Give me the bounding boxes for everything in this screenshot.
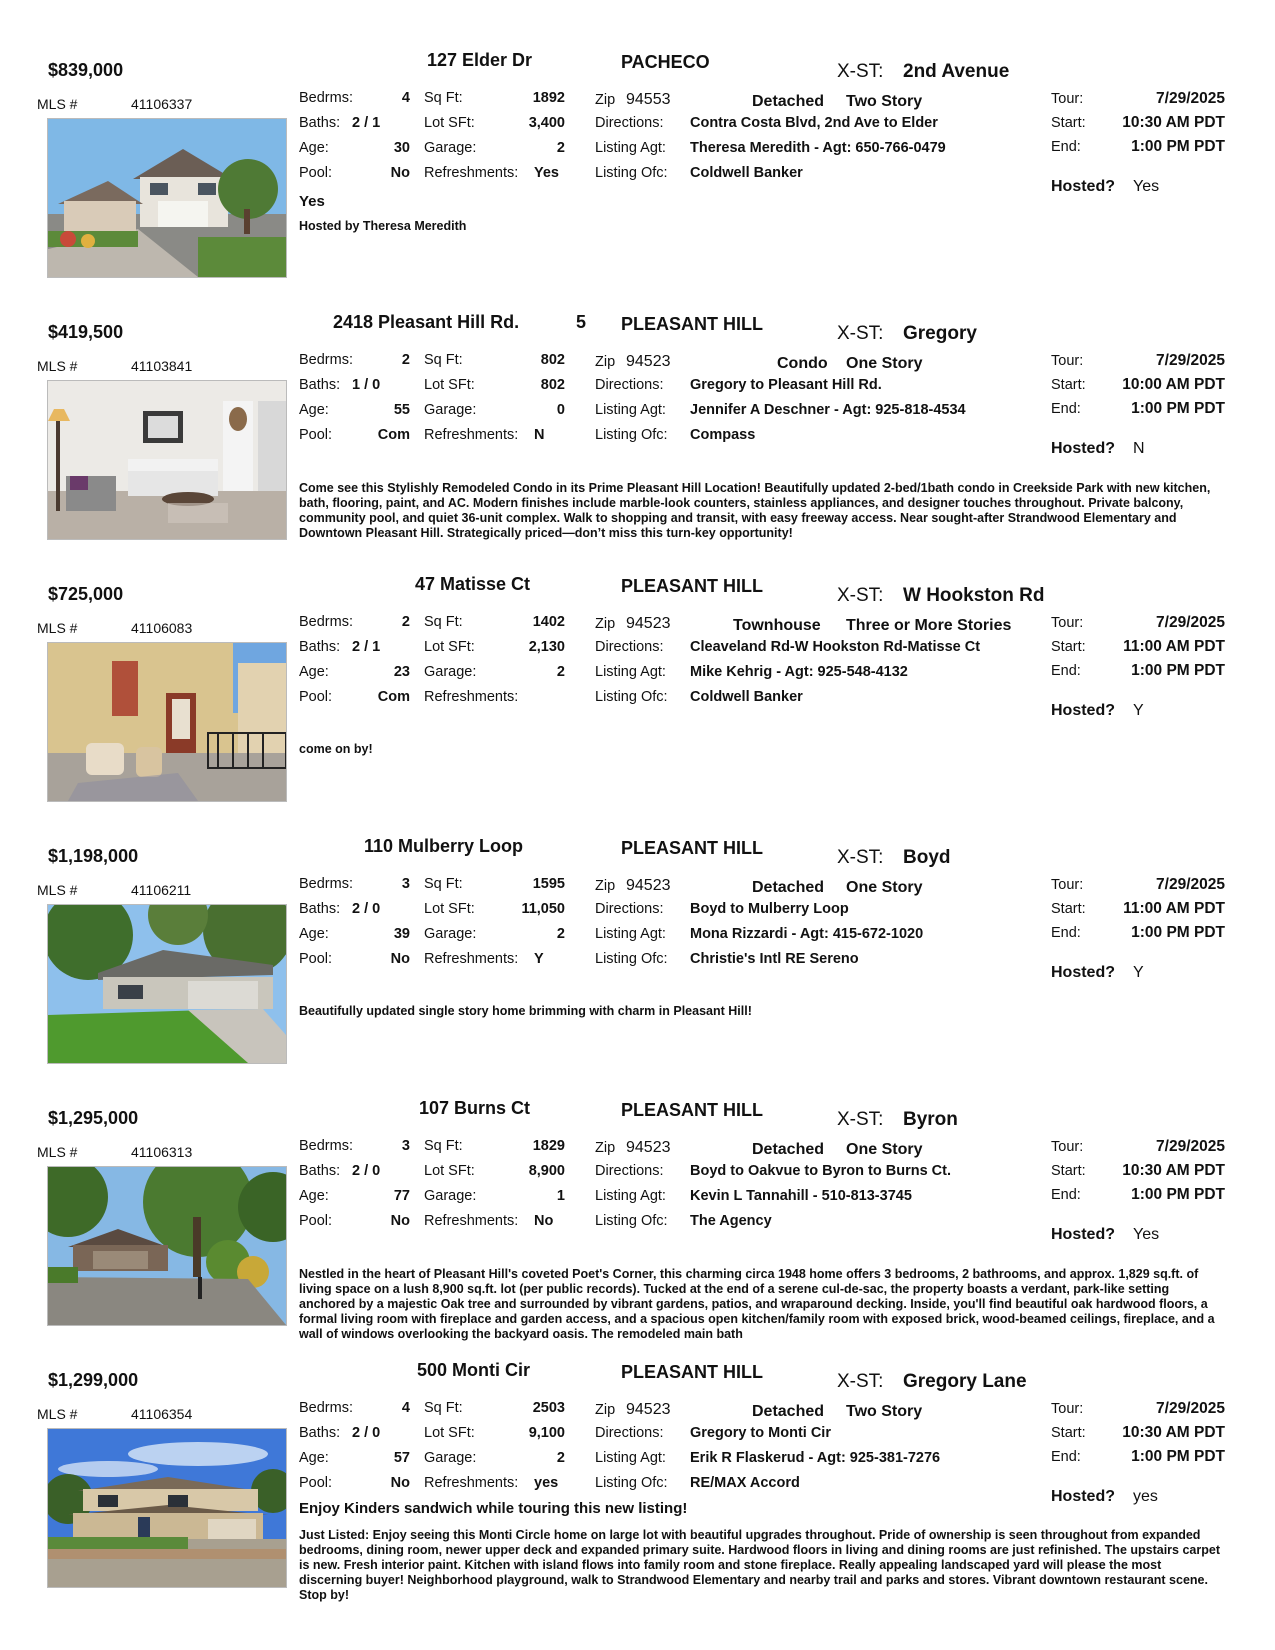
end-time: 1:00 PM PDT (1131, 1186, 1225, 1203)
office-label: Listing Ofc: (595, 689, 668, 705)
start-label: Start: (1051, 1163, 1086, 1179)
listing-price: $839,000 (48, 60, 124, 80)
listing-remarks: Nestled in the heart of Pleasant Hill's coveted Poet's Corner, this charming circa 1948 home offers 3 bedrooms, 2 bathrooms, and approx. 1,829 sq.ft. of living space on a lush 8,900 sq.ft. lot (per public records). Tucked at the end of a serene cul-de-sac, the property boasts a verdant, park-like setting anchored by a majestic Oak tree and surrounded by vibrant gardens, patios, and wraparound decking. Inside, you'll find beautiful oak hardwood floors, a formal living room with fireplace and garden access, and a spacious open kitchen/family room with exposed brick, wood-beamed ceilings, fireplace, and a wall of windows overlooking the backyard oasis. The remodeled main bath (299, 1267, 1215, 1341)
lot-value: 802 (540, 377, 565, 393)
lot-value: 8,900 (528, 1163, 565, 1179)
refreshments-value: N (534, 427, 545, 443)
end-time: 1:00 PM PDT (1131, 138, 1225, 155)
hosted-label: Hosted? (1051, 440, 1115, 457)
age-label: Age: (299, 1188, 329, 1204)
directions-label: Directions: (595, 639, 664, 655)
tour-label: Tour: (1051, 1139, 1084, 1155)
property-type: Detached (752, 879, 825, 896)
baths-label: Baths: (299, 639, 341, 655)
tour-date: 7/29/2025 (1156, 90, 1225, 107)
pool-value: No (390, 1213, 410, 1229)
zip-value: 94523 (626, 1139, 671, 1156)
refreshments-value: yes (534, 1475, 559, 1491)
tour-label: Tour: (1051, 91, 1084, 107)
age-label: Age: (299, 140, 329, 156)
listing-card (0, 1360, 1275, 1650)
lot-label: Lot SFt: (424, 639, 475, 655)
listing-price: $725,000 (48, 584, 124, 604)
office-value: The Agency (690, 1213, 772, 1229)
hosted-label: Hosted? (1051, 702, 1115, 719)
property-stories: Two Story (846, 93, 923, 110)
refreshments-label: Refreshments: (424, 165, 519, 181)
extra-note: Enjoy Kinders sandwich while touring this new listing! (299, 1500, 688, 1517)
mls-label: MLS # (37, 358, 78, 374)
refreshments-label: Refreshments: (424, 1213, 519, 1229)
lot-value: 9,100 (528, 1425, 565, 1441)
garage-label: Garage: (424, 926, 477, 942)
baths-value: 2 / 1 (352, 115, 381, 131)
lot-value: 11,050 (521, 901, 565, 917)
lot-label: Lot SFt: (424, 1163, 475, 1179)
office-value: Coldwell Banker (690, 689, 803, 705)
office-value: Christie's Intl RE Sereno (690, 951, 859, 967)
garage-label: Garage: (424, 664, 477, 680)
age-value: 77 (393, 1188, 410, 1204)
bedrooms-label: Bedrms: (299, 1400, 353, 1416)
bedrooms-label: Bedrms: (299, 352, 353, 368)
office-label: Listing Ofc: (595, 427, 668, 443)
tour-date: 7/29/2025 (1156, 876, 1225, 893)
listing-city: PACHECO (621, 52, 710, 72)
cross-street-value: 2nd Avenue (903, 61, 1010, 82)
bedrooms-label: Bedrms: (299, 90, 353, 106)
pool-value: No (390, 1475, 410, 1491)
listing-address: 2418 Pleasant Hill Rd. (333, 312, 520, 332)
listing-photo[interactable] (47, 904, 287, 1064)
house-photo-image (48, 119, 286, 277)
listing-card (0, 312, 1275, 578)
refreshments-label: Refreshments: (424, 427, 519, 443)
directions-value: Cleaveland Rd-W Hookston Rd-Matisse Ct (690, 639, 981, 655)
sqft-value: 802 (540, 352, 565, 368)
tour-label: Tour: (1051, 615, 1084, 631)
listing-address: 110 Mulberry Loop (364, 836, 524, 856)
listing-address: 107 Burns Ct (419, 1098, 531, 1118)
lot-value: 3,400 (528, 115, 565, 131)
listing-remarks: Beautifully updated single story home brimming with charm in Pleasant Hill! (299, 1004, 752, 1018)
agent-label: Listing Agt: (595, 402, 666, 418)
pool-label: Pool: (299, 165, 333, 181)
garage-label: Garage: (424, 1188, 477, 1204)
listing-price: $419,500 (48, 322, 124, 342)
baths-value: 1 / 0 (352, 377, 381, 393)
listing-city: PLEASANT HILL (621, 1100, 763, 1120)
mls-label: MLS # (37, 620, 78, 636)
pool-value: Com (377, 689, 410, 705)
house-photo-image (48, 1429, 286, 1587)
refreshments-label: Refreshments: (424, 689, 519, 705)
end-label: End: (1051, 401, 1081, 417)
listing-card (0, 836, 1275, 1102)
lot-label: Lot SFt: (424, 901, 475, 917)
tour-date: 7/29/2025 (1156, 1138, 1225, 1155)
age-label: Age: (299, 926, 329, 942)
garage-value: 2 (556, 140, 565, 156)
listing-photo[interactable] (47, 1428, 287, 1588)
directions-label: Directions: (595, 115, 664, 131)
garage-label: Garage: (424, 402, 477, 418)
listing-photo[interactable] (47, 642, 287, 802)
sqft-label: Sq Ft: (424, 352, 463, 368)
agent-value: Erik R Flaskerud - Agt: 925-381-7276 (690, 1450, 941, 1466)
mls-number: 41103841 (131, 358, 193, 374)
bedrooms-label: Bedrms: (299, 1138, 353, 1154)
end-time: 1:00 PM PDT (1131, 662, 1225, 679)
start-label: Start: (1051, 639, 1086, 655)
start-label: Start: (1051, 377, 1086, 393)
baths-value: 2 / 0 (352, 1425, 381, 1441)
end-time: 1:00 PM PDT (1131, 400, 1225, 417)
garage-label: Garage: (424, 1450, 477, 1466)
sqft-label: Sq Ft: (424, 614, 463, 630)
start-time: 11:00 AM PDT (1123, 638, 1225, 655)
listing-address: 127 Elder Dr (427, 50, 533, 70)
property-type: Townhouse (733, 617, 821, 634)
age-value: 23 (393, 664, 410, 680)
bedrooms-value: 3 (401, 1138, 410, 1154)
listing-price: $1,295,000 (48, 1108, 139, 1128)
start-label: Start: (1051, 901, 1086, 917)
office-label: Listing Ofc: (595, 951, 668, 967)
zip-label: Zip (595, 1402, 616, 1418)
age-value: 30 (393, 140, 410, 156)
hosted-value: yes (1133, 1488, 1158, 1505)
listing-photo[interactable] (47, 380, 287, 540)
listing-photo[interactable] (47, 1166, 287, 1326)
hosted-value: Y (1133, 964, 1144, 981)
office-value: RE/MAX Accord (690, 1475, 800, 1491)
baths-label: Baths: (299, 1425, 341, 1441)
sqft-label: Sq Ft: (424, 1400, 463, 1416)
mls-number: 41106313 (131, 1144, 193, 1160)
hosted-label: Hosted? (1051, 964, 1115, 981)
pool-value: No (390, 951, 410, 967)
start-time: 10:30 AM PDT (1122, 114, 1225, 131)
refreshments-value: Y (534, 951, 544, 967)
townhouse-photo-image (48, 643, 286, 801)
age-label: Age: (299, 1450, 329, 1466)
property-stories: Three or More Stories (846, 617, 1012, 634)
bedrooms-value: 3 (401, 876, 410, 892)
mls-number: 41106211 (131, 882, 192, 898)
sqft-value: 1829 (532, 1138, 565, 1154)
directions-label: Directions: (595, 1163, 664, 1179)
pool-label: Pool: (299, 951, 333, 967)
property-stories: One Story (846, 355, 923, 372)
bedrooms-value: 2 (401, 352, 410, 368)
agent-value: Jennifer A Deschner - Agt: 925-818-4534 (690, 402, 966, 418)
hosted-value: Yes (1133, 1226, 1160, 1243)
refreshments-label: Refreshments: (424, 951, 519, 967)
listing-city: PLEASANT HILL (621, 1362, 763, 1382)
office-value: Coldwell Banker (690, 165, 803, 181)
pool-label: Pool: (299, 427, 333, 443)
listing-city: PLEASANT HILL (621, 576, 763, 596)
bedrooms-label: Bedrms: (299, 876, 353, 892)
zip-value: 94553 (626, 91, 671, 108)
listing-remarks: Come see this Stylishly Remodeled Condo in its Prime Pleasant Hill Location! Beautifully updated 2-bed/1bath condo in Creekside Park with new kitchen, bath, flooring, paint, and AC. Modern finishes include marble-look counters, stainless appliances, and designer touches throughout. Private balcony, community pool, and quiet 36-unit complex. Walk to shopping and transit, with easy freeway access. Near sought-after Strandwood Elementary and Downtown Pleasant Hill. Strategically priced—don’t miss this turn-key opportunity! (299, 481, 1211, 540)
lot-label: Lot SFt: (424, 1425, 475, 1441)
age-value: 39 (393, 926, 410, 942)
property-stories: Two Story (846, 1403, 923, 1420)
zip-value: 94523 (626, 353, 671, 370)
lot-value: 2,130 (528, 639, 565, 655)
garage-value: 2 (556, 1450, 565, 1466)
pool-value: No (390, 165, 410, 181)
sqft-value: 1402 (532, 614, 565, 630)
end-label: End: (1051, 925, 1081, 941)
property-stories: One Story (846, 1141, 923, 1158)
agent-value: Theresa Meredith - Agt: 650-766-0479 (690, 140, 946, 156)
property-stories: One Story (846, 879, 923, 896)
mls-label: MLS # (37, 1144, 78, 1160)
directions-value: Gregory to Pleasant Hill Rd. (690, 377, 882, 393)
office-label: Listing Ofc: (595, 1475, 668, 1491)
directions-value: Contra Costa Blvd, 2nd Ave to Elder (690, 115, 938, 131)
hosted-label: Hosted? (1051, 1488, 1115, 1505)
listing-card (0, 50, 1275, 316)
baths-label: Baths: (299, 115, 341, 131)
mls-number: 41106354 (131, 1406, 193, 1422)
cross-street-value: Boyd (903, 847, 951, 868)
property-type: Detached (752, 1141, 825, 1158)
hosted-value: Yes (1133, 178, 1160, 195)
start-label: Start: (1051, 1425, 1086, 1441)
cross-street-label: X-ST: (837, 1371, 884, 1392)
listing-unit: 5 (576, 312, 587, 332)
listing-address: 500 Monti Cir (417, 1360, 531, 1380)
zip-value: 94523 (626, 615, 671, 632)
age-label: Age: (299, 402, 329, 418)
end-time: 1:00 PM PDT (1131, 924, 1225, 941)
tour-label: Tour: (1051, 353, 1084, 369)
zip-value: 94523 (626, 877, 671, 894)
directions-value: Gregory to Monti Cir (690, 1425, 831, 1441)
mls-number: 41106337 (131, 96, 193, 112)
bedrooms-value: 4 (401, 90, 410, 106)
end-label: End: (1051, 1449, 1081, 1465)
sqft-value: 1595 (532, 876, 565, 892)
cross-street-label: X-ST: (837, 61, 884, 82)
agent-label: Listing Agt: (595, 140, 666, 156)
agent-value: Mike Kehrig - Agt: 925-548-4132 (690, 664, 908, 680)
sqft-label: Sq Ft: (424, 90, 463, 106)
baths-label: Baths: (299, 377, 341, 393)
garage-value: 2 (556, 926, 565, 942)
tour-date: 7/29/2025 (1156, 352, 1225, 369)
mls-number: 41106083 (131, 620, 193, 636)
mls-label: MLS # (37, 882, 78, 898)
pool-label: Pool: (299, 1475, 333, 1491)
agent-label: Listing Agt: (595, 926, 666, 942)
sqft-label: Sq Ft: (424, 1138, 463, 1154)
mls-label: MLS # (37, 1406, 78, 1422)
property-type: Detached (752, 93, 825, 110)
baths-label: Baths: (299, 901, 341, 917)
cross-street-label: X-ST: (837, 1109, 884, 1130)
directions-label: Directions: (595, 901, 664, 917)
listing-city: PLEASANT HILL (621, 314, 763, 334)
interior-photo-image (48, 381, 286, 539)
office-value: Compass (690, 427, 756, 443)
cross-street-label: X-ST: (837, 585, 884, 606)
office-label: Listing Ofc: (595, 165, 668, 181)
mls-label: MLS # (37, 96, 78, 112)
agent-value: Mona Rizzardi - Agt: 415-672-1020 (690, 926, 924, 942)
bedrooms-label: Bedrms: (299, 614, 353, 630)
directions-label: Directions: (595, 377, 664, 393)
house-photo-image (48, 905, 286, 1063)
age-value: 57 (393, 1450, 410, 1466)
zip-label: Zip (595, 92, 616, 108)
baths-value: 2 / 1 (352, 639, 381, 655)
start-time: 10:00 AM PDT (1122, 376, 1225, 393)
cross-street-value: Gregory (903, 323, 977, 344)
zip-label: Zip (595, 616, 616, 632)
listing-remarks: Just Listed: Enjoy seeing this Monti Circle home on large lot with beautiful upgrades throughout. Pride of ownership is seen throughout from expanded bedrooms, dining room, newer upper deck and expanded primary suite. Hardwood floors in living and dining rooms are just refinished. The upstairs carpet is new. Fresh interior paint. Kitchen with island flows into family room and stone fireplace. Really appealing landscaped yard will please the most discerning buyer! Neighborhood playground, walk to Strandwood Elementary and nearby trail and parks and stores. Vibrant downtown restaurant scene. Stop by! (299, 1528, 1220, 1602)
baths-label: Baths: (299, 1163, 341, 1179)
start-time: 11:00 AM PDT (1123, 900, 1225, 917)
listing-card (0, 1098, 1275, 1364)
sqft-value: 2503 (532, 1400, 565, 1416)
pool-value: Com (377, 427, 410, 443)
office-label: Listing Ofc: (595, 1213, 668, 1229)
sqft-label: Sq Ft: (424, 876, 463, 892)
hosted-value: N (1133, 440, 1145, 457)
bedrooms-value: 4 (401, 1400, 410, 1416)
property-type: Condo (777, 355, 828, 372)
hosted-value: Y (1133, 702, 1144, 719)
agent-value: Kevin L Tannahill - 510-813-3745 (690, 1188, 912, 1204)
listing-city: PLEASANT HILL (621, 838, 763, 858)
property-type: Detached (752, 1403, 825, 1420)
cross-street-label: X-ST: (837, 323, 884, 344)
zip-label: Zip (595, 354, 616, 370)
listing-price: $1,299,000 (48, 1370, 139, 1390)
hosted-label: Hosted? (1051, 1226, 1115, 1243)
extra-note: Yes (299, 193, 325, 210)
bedrooms-value: 2 (401, 614, 410, 630)
garage-value: 2 (556, 664, 565, 680)
house-photo-image (48, 1167, 286, 1325)
agent-label: Listing Agt: (595, 664, 666, 680)
garage-value: 1 (556, 1188, 565, 1204)
cross-street-value: W Hookston Rd (903, 585, 1045, 606)
end-time: 1:00 PM PDT (1131, 1448, 1225, 1465)
zip-value: 94523 (626, 1401, 671, 1418)
listing-price: $1,198,000 (48, 846, 139, 866)
listing-address: 47 Matisse Ct (415, 574, 531, 594)
tour-date: 7/29/2025 (1156, 614, 1225, 631)
age-label: Age: (299, 664, 329, 680)
lot-label: Lot SFt: (424, 115, 475, 131)
garage-value: 0 (556, 402, 565, 418)
end-label: End: (1051, 1187, 1081, 1203)
listing-photo[interactable] (47, 118, 287, 278)
listing-remarks: come on by! (299, 742, 373, 756)
listing-remarks: Hosted by Theresa Meredith (299, 219, 467, 233)
directions-value: Boyd to Oakvue to Byron to Burns Ct. (690, 1163, 952, 1179)
lot-label: Lot SFt: (424, 377, 475, 393)
cross-street-label: X-ST: (837, 847, 884, 868)
agent-label: Listing Agt: (595, 1450, 666, 1466)
sqft-value: 1892 (532, 90, 565, 106)
refreshments-label: Refreshments: (424, 1475, 519, 1491)
end-label: End: (1051, 139, 1081, 155)
tour-label: Tour: (1051, 877, 1084, 893)
garage-label: Garage: (424, 140, 477, 156)
cross-street-value: Byron (903, 1109, 958, 1130)
baths-value: 2 / 0 (352, 901, 381, 917)
cross-street-value: Gregory Lane (903, 1371, 1027, 1392)
pool-label: Pool: (299, 1213, 333, 1229)
age-value: 55 (393, 402, 410, 418)
baths-value: 2 / 0 (352, 1163, 381, 1179)
zip-label: Zip (595, 1140, 616, 1156)
pool-label: Pool: (299, 689, 333, 705)
start-time: 10:30 AM PDT (1122, 1424, 1225, 1441)
start-label: Start: (1051, 115, 1086, 131)
start-time: 10:30 AM PDT (1122, 1162, 1225, 1179)
agent-label: Listing Agt: (595, 1188, 666, 1204)
zip-label: Zip (595, 878, 616, 894)
tour-date: 7/29/2025 (1156, 1400, 1225, 1417)
directions-label: Directions: (595, 1425, 664, 1441)
refreshments-value: No (534, 1213, 554, 1229)
hosted-label: Hosted? (1051, 178, 1115, 195)
end-label: End: (1051, 663, 1081, 679)
tour-label: Tour: (1051, 1401, 1084, 1417)
listing-card (0, 574, 1275, 840)
refreshments-value: Yes (534, 165, 559, 181)
directions-value: Boyd to Mulberry Loop (690, 901, 849, 917)
